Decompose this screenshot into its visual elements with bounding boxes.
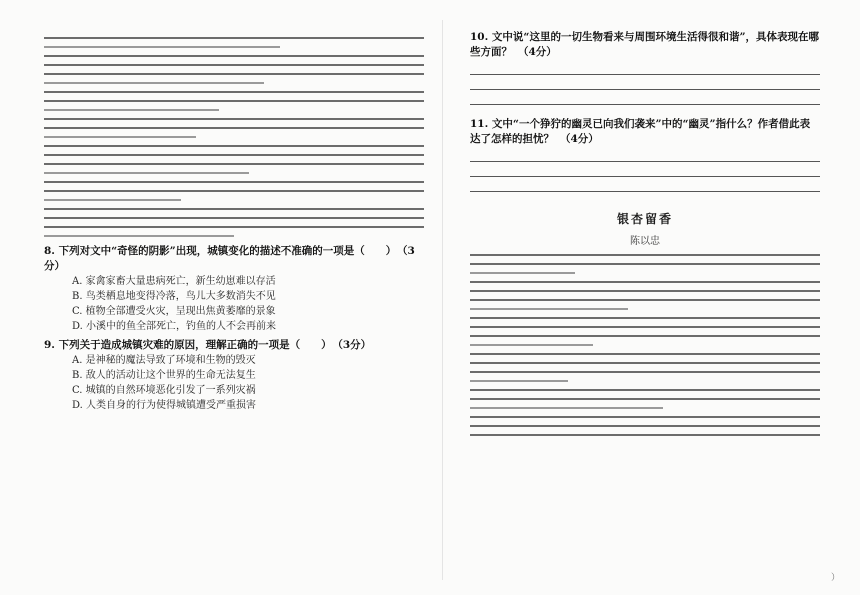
question-8-option-c[interactable]: C. 植物全部遭受火灾，呈现出焦黄萎靡的景象 — [72, 306, 276, 317]
question-11 — [470, 117, 820, 192]
question-8 — [44, 244, 424, 334]
illegible-passage-text — [44, 37, 424, 237]
answer-line-11-2[interactable] — [470, 176, 820, 177]
answer-line-10-3[interactable] — [470, 104, 820, 105]
answer-line-10-2[interactable] — [470, 89, 820, 90]
question-9-option-d[interactable]: D. 人类自身的行为使得城镇遭受严重损害 — [72, 400, 257, 411]
question-9-option-c[interactable]: C. 城镇的自然环境恶化引发了一系列灾祸 — [72, 385, 256, 396]
answer-line-11-3[interactable] — [470, 191, 820, 192]
question-8-option-d[interactable]: D. 小溪中的鱼全部死亡，钓鱼的人不会再前来 — [72, 321, 277, 332]
column-divider — [442, 20, 443, 580]
question-11-stem: 11. 文中“一个狰狞的幽灵已向我们袭来”中的“幽灵”指什么？作者借此表达了怎样的担忧？ （4分） — [470, 118, 811, 145]
illegible-essay-text — [470, 254, 820, 436]
page-mark: ） — [830, 573, 840, 583]
question-10-stem: 10. 文中说“这里的一切生物看来与周围环境生活得很和谐”，具体表现在哪些方面？ （4分） — [470, 31, 820, 58]
question-8-option-a[interactable]: A. 家禽家畜大量患病死亡，新生幼崽难以存活 — [72, 276, 276, 287]
left-column — [44, 30, 424, 413]
question-10 — [470, 30, 820, 105]
answer-line-11-1[interactable] — [470, 161, 820, 162]
right-column — [470, 30, 820, 443]
question-9-option-a[interactable]: A. 是神秘的魔法导致了环境和生物的毁灭 — [72, 355, 256, 366]
section-author: 陈以忠 — [630, 236, 660, 247]
section-title: 银杏留香 — [616, 212, 673, 226]
question-8-option-b[interactable]: B. 鸟类栖息地变得冷落，鸟儿大多数消失不见 — [72, 291, 276, 302]
question-9-stem: 9. 下列关于造成城镇灾难的原因，理解正确的一项是（ ） （3分） — [44, 339, 372, 351]
question-9 — [44, 338, 424, 413]
answer-line-10-1[interactable] — [470, 74, 820, 75]
question-8-stem: 8. 下列对文中“奇怪的阴影”出现，城镇变化的描述不准确的一项是（ ） （3分） — [44, 245, 415, 272]
question-9-option-b[interactable]: B. 敌人的活动让这个世界的生命无法复生 — [72, 370, 256, 381]
